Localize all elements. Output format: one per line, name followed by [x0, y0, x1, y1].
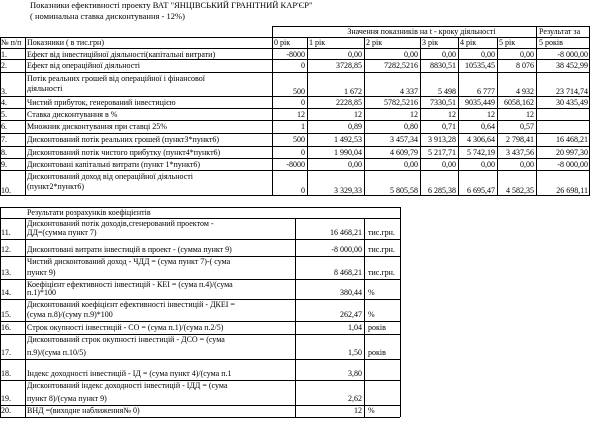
result-unit: тис.грн. [368, 228, 395, 237]
row-value: 5 805,58 [390, 186, 418, 195]
row-total: 16 468,21 [556, 135, 588, 144]
row-value: 4 609,79 [390, 148, 418, 157]
row-number: 5. [1, 110, 7, 119]
row-value: 0,71 [442, 122, 456, 131]
row-value: 500 [293, 87, 305, 96]
row-value: 4 932 [516, 87, 534, 96]
row-number: 7. [1, 135, 7, 144]
grid-line [0, 72, 590, 73]
result-number: 15. [1, 310, 11, 319]
grid-line [0, 96, 590, 97]
row-value: 0,00 [481, 160, 495, 169]
result-unit: тис.грн. [368, 268, 395, 277]
row-value: 5 217,71 [428, 148, 456, 157]
row-value: 4 337 [400, 87, 418, 96]
result-unit: % [368, 310, 375, 319]
row-total: -8 000,00 [557, 50, 588, 59]
row-value: 1 672 [344, 87, 362, 96]
row-number: 9. [1, 160, 7, 169]
result-unit: % [368, 406, 375, 415]
result-unit: тис.грн. [368, 245, 395, 254]
result-header: Результат за [539, 27, 581, 36]
row-value: 5 498 [438, 87, 456, 96]
row-value: 6 285,38 [428, 186, 456, 195]
row-value: 7282,5216 [384, 61, 418, 70]
row-value: 0 [301, 98, 305, 107]
row-value: -8000 [286, 50, 305, 59]
result-label: Дисконтований коефіцієнт ефективності інвестицій - ДКЕІ = [27, 300, 235, 309]
result-label: (сума п.8)/(суму п.9)*100 [27, 310, 113, 319]
row-value: 12 [487, 110, 495, 119]
grid-line [0, 108, 590, 109]
results-title: Результати розрахунків коефіцієнтів [27, 208, 151, 217]
result-label: Коефіцієнт ефективності інвестицій - КЕІ = (сума п.4)/(сума [27, 280, 233, 289]
grid-line [0, 48, 590, 49]
row-value: 6 777 [477, 87, 495, 96]
grid-line [0, 239, 400, 240]
row-value: -8000 [286, 160, 305, 169]
row-value: 1 [301, 122, 305, 131]
row-label: (пункт2*пункт6) [27, 182, 85, 191]
row-value: 0 [301, 61, 305, 70]
page-subtitle: ( номинальна ставка дисконтування - 12%) [30, 11, 185, 21]
page-title: Показники ефективності проекту ВАТ "ЯНЦІВСЬКИЙ ГРАНІТНИЙ КАР'ЄР" [30, 0, 313, 10]
row-value: 3 329,33 [334, 186, 362, 195]
result-number: 11. [1, 228, 11, 237]
row-value: 0,57 [520, 122, 534, 131]
grid-line [0, 146, 590, 147]
result-label: пункт 9) [27, 268, 56, 277]
result-label: Дисконтований потік доходів,сгенерований проектом - [27, 219, 214, 228]
row-label: Ставка дисконтування в % [27, 110, 118, 119]
result-value: -8 000,00 [331, 245, 362, 254]
result-unit: років [368, 348, 386, 357]
row-value: 500 [293, 135, 305, 144]
row-label: Ефект від операційної діяльності [27, 61, 141, 70]
result-value: 2,62 [348, 394, 362, 403]
row-total: 23 714,74 [556, 87, 588, 96]
row-value: 2 798,41 [506, 135, 534, 144]
row-value: 7330,51 [430, 98, 456, 107]
result-label: Дисконтований індекс доходності інвестицій - ІДД = (сума [27, 381, 228, 390]
grid-line [25, 218, 26, 417]
result-number: 12. [1, 245, 11, 254]
result-number: 18. [1, 369, 11, 378]
row-value: 1 492,53 [334, 135, 362, 144]
result-label: пункт 8)/(сума пункт 9) [27, 394, 107, 403]
row-value: 0,00 [442, 160, 456, 169]
row-value: 1 990,04 [334, 148, 362, 157]
grid-line [0, 359, 400, 360]
row-value: 3 457,34 [390, 135, 418, 144]
result-value: 1,50 [348, 348, 362, 357]
row-value: 0,00 [520, 50, 534, 59]
row-value: 9035,449 [465, 98, 495, 107]
result-value: 12 [354, 406, 362, 415]
step-header: 4 рік [460, 38, 477, 47]
row-number: 3. [1, 87, 7, 96]
result-label: Строк окупності інвестицій - СО = (сума п.1)/(сума п.2/5) [27, 323, 224, 332]
row-value: 5 742,19 [467, 148, 495, 157]
row-value: 0,00 [404, 50, 418, 59]
row-value: 2228,85 [336, 98, 362, 107]
row-value: 6058,162 [504, 98, 534, 107]
row-value: 0,00 [348, 50, 362, 59]
grid-line [364, 218, 365, 417]
row-number: 10. [1, 186, 11, 195]
row-label: Чистий прибуток, генерований інвестицією [27, 98, 176, 107]
row-number: 4. [1, 98, 7, 107]
row-value: 3 437,56 [506, 148, 534, 157]
values-header: Значення показників на t - кроку діяльності [347, 27, 496, 36]
step-header: 3 рік [422, 38, 439, 47]
result-number: 13. [1, 268, 11, 277]
result-label: Дисконтований строк окупності інвестицій - ДСО = (сума [27, 335, 225, 344]
grid-line [0, 170, 590, 171]
step-header: 5 рік [499, 38, 516, 47]
result-value: 1,04 [348, 323, 362, 332]
row-label: Потік реальних грошей від операційної і фінансової [27, 74, 206, 83]
grid-line [295, 218, 296, 417]
result-label: Індекс доходності інвестицій - ІД = (сума пункт 4)/(сума п.1 [27, 369, 232, 378]
result-unit: % [368, 288, 375, 297]
result-value: 262,47 [340, 310, 362, 319]
result-number: 20. [1, 406, 11, 415]
row-value: 4 582,35 [506, 186, 534, 195]
grid-line [0, 120, 590, 121]
grid-line [0, 59, 590, 60]
row-value: 0,00 [348, 160, 362, 169]
grid-line [0, 195, 590, 196]
grid-line [400, 207, 401, 417]
row-value: 0 [301, 148, 305, 157]
result-value: 3,80 [348, 369, 362, 378]
row-total: 30 435,49 [556, 98, 588, 107]
row-total: 20 997,30 [556, 148, 588, 157]
result-number: 17. [1, 348, 11, 357]
result-number: 14. [1, 288, 11, 297]
row-label: Дисконтований доход від операційної діяльності [27, 172, 194, 181]
grid-line [0, 321, 400, 322]
row-value: 12 [526, 110, 534, 119]
row-value: 0,00 [481, 50, 495, 59]
step-header: 0 рік [274, 38, 291, 47]
grid-line [0, 417, 400, 418]
result-label: ВНД =(виходне наближення№ 0) [27, 406, 140, 415]
row-value: 0,64 [481, 122, 495, 131]
step-header: 2 рік [366, 38, 383, 47]
row-value: 0,89 [348, 122, 362, 131]
result-number: 16. [1, 323, 11, 332]
row-label: Дисконтовані капітальні витрати (пункт 1*пункт6) [27, 160, 201, 169]
no-header: № п/п [1, 38, 22, 47]
result-sub-header: 5 років [539, 38, 563, 47]
row-label: Дисконтований потік чистого прибутку (пункт4*пункт6) [27, 148, 221, 157]
row-value: 12 [297, 110, 305, 119]
grid-line [0, 207, 1, 417]
row-value: 8 076 [516, 61, 534, 70]
row-label: діяльності [27, 84, 63, 93]
grid-line [0, 133, 590, 134]
row-value: 12 [410, 110, 418, 119]
row-total: 26 698,11 [556, 186, 588, 195]
grid-line [25, 37, 26, 195]
grid-line [0, 158, 590, 159]
row-number: 2. [1, 61, 7, 70]
result-number: 19. [1, 394, 11, 403]
row-total: 38 452,99 [556, 61, 588, 70]
row-total: -8 000,00 [557, 160, 588, 169]
result-value: 16 468,21 [330, 228, 362, 237]
grid-line [272, 26, 590, 27]
result-label: п.9)/(сума п.10/5) [27, 348, 86, 357]
row-label: Множник дисконтування при ставці 25% [27, 122, 167, 131]
row-value: 10535,45 [465, 61, 495, 70]
result-value: 8 468,21 [334, 268, 362, 277]
row-value: 6 695,47 [467, 186, 495, 195]
row-label: Дисконтований потік реальних грошей (пункт3*пункт6) [27, 135, 220, 144]
row-value: 0,80 [404, 122, 418, 131]
row-value: 4 306,64 [467, 135, 495, 144]
row-number: 8. [1, 148, 7, 157]
result-label: Чистий дисконтований доход - ЧДД = (сума пункт 7)-( сума [27, 257, 231, 266]
row-value: 0 [301, 186, 305, 195]
row-value: 5782,5216 [384, 98, 418, 107]
row-value: 3 913,28 [428, 135, 456, 144]
result-label: ДД=(сумма пункт 7) [27, 228, 97, 237]
result-value: 380,44 [340, 288, 362, 297]
step-header: 1 рік [309, 38, 326, 47]
row-number: 1. [1, 50, 7, 59]
row-value: 8830,51 [430, 61, 456, 70]
result-label: Дисконтовані витрати інвестицій в проект - (сумма пункт 9) [27, 245, 232, 254]
indicator-header: Показники ( в тис.грн) [27, 38, 104, 47]
row-value: 0,00 [520, 160, 534, 169]
row-value: 0,00 [442, 50, 456, 59]
row-value: 12 [354, 110, 362, 119]
row-value: 12 [448, 110, 456, 119]
row-value: 0,00 [404, 160, 418, 169]
result-label: п.1)*100 [27, 288, 56, 297]
result-unit: років [368, 323, 386, 332]
row-number: 6. [1, 122, 7, 131]
row-value: 3728,85 [336, 61, 362, 70]
row-label: Ефект від інвестиційної діяльності(капітальні витрати) [27, 50, 216, 59]
